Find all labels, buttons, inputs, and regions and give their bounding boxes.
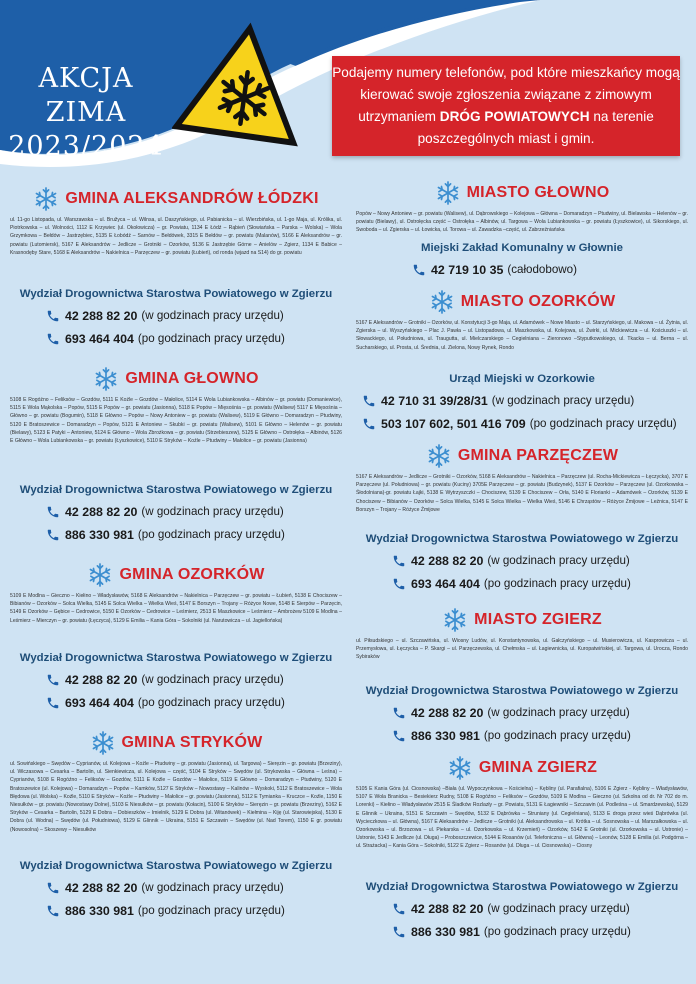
street-list: 5167 E Aleksandrów – Grotniki – Ozorków, ul. Konstytucji 3-go Maja, ul. Adamówek – Nowe Miasto – ul. Starzyńskiego, ul. Makowa – ul. Żytnia, ul. Zgierska – ul. Wyszyńskiego – Plac J. Pawła – ul. Listopadowa, ul. Maszkowska, ul. Kolejowa, ul. Żwirki, ul. Mickiewicza – ul. Kościuszki – ul. Słowackiego, ul. Południowa, ul. Traugutta, ul. Mielczarskiego – Cegielniana – Zieronowo –Styputkowskiego, ul. Tkacka – ul. Berna – ul. Sucharskiego, ul. Prosta, ul. Średnia, ul. Zielona, Nowy Rynek, Rondo <box>356 320 688 351</box>
phone-list <box>352 389 692 435</box>
phone-note: (po godzinach pracy urzędu) <box>137 904 285 917</box>
phone-list <box>352 701 692 747</box>
phone-number[interactable]: 42 288 82 20 <box>65 504 138 519</box>
phone-row <box>46 899 346 922</box>
phone-number[interactable]: 42 288 82 20 <box>65 672 138 687</box>
phone-number[interactable]: 693 464 404 <box>411 576 480 591</box>
phone-icon <box>362 417 376 431</box>
office-name: Wydział Drogownictwa Starostwa Powiatowego w Zgierzu <box>19 288 333 300</box>
phone-list <box>6 304 346 350</box>
phone-row <box>46 668 346 691</box>
info-text-bold: DRÓG POWIATOWYCH <box>439 109 590 124</box>
phone-note: (w godzinach pracy urzędu) <box>487 706 630 719</box>
street-list: ul. 11-go Listopada, ul. Warszawska – ul. Bružyca – ul. Wilnsa, ul. Daszyńskiego, ul. Pabianicka – ul. Wierzbińska, ul. 1-go Maja, ul. Królika, ul. Piotrkowska – ul. Wolności, 1112 E Krzywiec (ul. Okołowicza) – gr. Powiatu, 1134 E Łódź – Rąbień (Słowiańska – Parska – Wolska) – Wola Grzymkowa – Bełdów – Jastrzębiec, 5135 E Łobódź – Sarnów – Bełdówek, 3315 E Bełdów – gr. powiatu (Malanów), 5166 E Aleksandrów – gr. powiatu (Lutomiersk), 5167 E Aleksandrów – Jedlicze – Grotniki – Ozorków, 5136 E Jastrzębie Górne – Anielów – Zgierz, 1134 E Babice – Krasnodęby Stare, 5168 E Aleksandrów – Nakielnica – Parzęczew – gr. powiatu (Łubień), od ronda (wjazd na S14) do gr. powiatu <box>10 217 342 256</box>
phone-icon <box>392 902 406 916</box>
phone-number[interactable]: 42 288 82 20 <box>411 553 484 568</box>
section-title: MIASTO GŁOWNO <box>466 184 610 201</box>
info-box <box>332 56 680 156</box>
office-name: Wydział Drogownictwa Starostwa Powiatowego w Zgierzu <box>19 652 333 664</box>
street-list: ul. Piłsudskiego – ul. Szczawińska, ul. Wiosny Ludów, ul. Konstantynowska, ul. Gałczyńskiego – ul. Musierowicza, ul. Kasprowicza – ul. Przemysłowa, ul. Łęczycka – P. Skargi – ul. Parzęczewska, ul. Chełmska – ul. Łagiewnicka, ul. Kuropatwińskiej, ul. Targowa, ul. Urocza, Rondo Sybiraków <box>356 638 688 661</box>
section-title: MIASTO OZORKÓW <box>460 293 616 310</box>
phone-icon <box>392 706 406 720</box>
phone-note: (po godzinach pracy urzędu) <box>529 417 677 430</box>
street-list: 5105 E Kania Góra (ul. Ciosnowska) –Biała (ul. Wypoczynkowa – Kościelna) – Kębliny (ul. Parafialna), 5106 E Zgierz - Kębliny – Władysławów, 5107 E Wola Branicka – Besiekierz Rudny, 5108 E Rogóźno – Feliksów – Gozdów, 5109 E Modlna – Gieczno (ul. Szkolna od dr. Nr 702 do m. Lorenki) – Kiełino – Władysławów 2515 E Śladków Rozlazły – gr. Powiatu, 5131 E Łagiewniki – Szczawin (ul. Podleśna – ul. Smardzewska), 5129 E Glinnik – Ukraina, 5151 E Szczawin – Swędów, 5132 E Dąbrówka – Struniany (ul. Cegielniana), 5133 E droga przez wieś Dąbrówka (ul. Wycieczkowa – ul. Główna), 5167 E Aleksandrów – Jedlicze – Grotniki (ul. Aleksandrowska – ul. Krótka – ul. Sosnowska – ul. Marszałkowska – ul. Ozorkowska – ul. Brzozowa – ul. Piekarska – ul. Ozorkowska – ul. Krzemień) – Ozorków, 5142 E Grotniki (ul. Ozorkowska – ul. Ustronie) – Ustronie, 5143 E Jedlicze (ul. Długa) – Proboszczewice, 5144 E Rosanów (ul. Telefoniczna – ul. Główna) – Leonów, 5128 E Emilia (ul. Podgórna – ul. Strażacka) – Kania Góra – Sokolniki, 5122 E Zgierz – Rosanów (ul. Długa – ul. Ciosnowska) – Ciosny <box>356 786 688 850</box>
phone-row <box>392 920 692 943</box>
campaign-title <box>6 62 166 164</box>
snowflake-icon <box>426 443 452 469</box>
phone-row <box>362 412 692 435</box>
section-header <box>352 287 692 317</box>
section <box>6 364 346 546</box>
phone-icon <box>46 528 60 542</box>
snowflake-icon <box>33 186 59 212</box>
phone-note: (w godzinach pracy urzędu) <box>141 309 284 322</box>
phone-number[interactable]: 693 464 404 <box>65 695 134 710</box>
section-title: GMINA STRYKÓW <box>121 734 263 751</box>
phone-note: (po godzinach pracy urzędu) <box>483 577 631 590</box>
phone-number[interactable]: 886 330 981 <box>65 527 134 542</box>
phone-row <box>392 724 692 747</box>
phone-note: (w godzinach pracy urzędu) <box>141 673 284 686</box>
office-name: Wydział Drogownictwa Starostwa Powiatowego w Zgierzu <box>365 881 679 893</box>
section-header <box>6 560 346 590</box>
phone-row <box>362 389 692 412</box>
phone-icon <box>46 881 60 895</box>
snowflake-icon <box>429 289 455 315</box>
phone-list <box>352 549 692 595</box>
snowflake-icon <box>90 730 116 756</box>
phone-icon <box>46 696 60 710</box>
section <box>6 728 346 922</box>
office-name: Urząd Miejski w Ozorkowie <box>449 373 595 385</box>
section-title: GMINA ALEKSANDRÓW ŁÓDZKI <box>65 190 319 207</box>
phone-number[interactable]: 42 710 31 39/28/31 <box>381 393 488 408</box>
phone-number[interactable]: 42 288 82 20 <box>65 308 138 323</box>
phone-icon <box>392 554 406 568</box>
section <box>352 441 692 595</box>
section-header <box>6 364 346 394</box>
info-text-part1: Podajemy numery telefonów, pod które mieszkańcy mogą kierować swoje zgłoszenia związane z zimowym utrzymaniem <box>332 65 680 124</box>
snowflake-icon <box>442 607 468 633</box>
section-header <box>6 184 346 214</box>
office-name: Wydział Drogownictwa Starostwa Powiatowego w Zgierzu <box>365 685 679 697</box>
phone-icon <box>46 332 60 346</box>
phone-row <box>392 701 692 724</box>
phone-number[interactable]: 503 107 602, 501 416 709 <box>381 416 526 431</box>
left-column <box>6 184 346 922</box>
phone-number[interactable]: 886 330 981 <box>65 903 134 918</box>
phone-icon <box>46 904 60 918</box>
phone-icon <box>392 729 406 743</box>
phone-row <box>392 572 692 595</box>
section <box>352 178 692 281</box>
phone-note: (po godzinach pracy urzędu) <box>483 925 631 938</box>
section-title: GMINA OZORKÓW <box>119 566 265 583</box>
office-name: Miejski Zakład Komunalny w Głownie <box>421 242 623 254</box>
snowflake-icon <box>447 755 473 781</box>
phone-number[interactable]: 42 288 82 20 <box>65 880 138 895</box>
section <box>352 753 692 943</box>
snowflake-warning-icon <box>172 14 312 154</box>
phone-list <box>352 258 692 281</box>
phone-icon <box>412 263 426 277</box>
street-list: 5109 E Modlna – Gieczno – Kiełino – Władysławów, 5168 E Aleksandrów – Nakielnica – Parzęczew – gr. powiatu – Łubień, 5138 E Chociszew – Bibianów – Ozorków – Solca Wielka, 5145 E Solca Wielka – Wielka Wieś, 5147 E Borszyn – Trojany – Różyce Nowe, 5148 E Sierpów – Parzęcin, 5149 E Ozorków – Gębice – Cedrowice, 5150 E Ozorków – Cedrowice – Leśmierz, 2513 E Maszkowice – Leśmierz – Ambrożew 5109 E Modlna – Leśmierz – Mierczyn – gr. powiatu (Łęczyca), 5129 E Emilia – Kania Góra – Sokolniki (ul. Narutowicza – ul. Jagiellońska) <box>10 593 342 624</box>
street-list: ul. Sowińskiego – Swędów – Cyprianów, ul. Kolejowa – Koźle – Ptudwiny – gr. powiatu (Jasionna), ul. Targowa) – Sieręzin – gr. powiatu (Brzeziny), ul. Wiczasowa – Cesarka – Bartolin, ul. Sienkiewicza, ul. Kolejowa – część, 5104 E Stryków – Swędów (ul. Strykowska – Główna – Leśna) – Cyprianów, 5108 E Rogóźno – Feliksów – Gozdów, 5111 E Koźle – Gozdów – Małolice, 5119 E Główno – Domaradzyn – Ptudwiny, 5120 E Bratoszewice (ul. Kolejowa) – Domaradzyn – Popów – Kamków, 5127 E Stryków – Nowostawy – Kalinów – Wyskoki, 5112 E Bratoszewice – Wola Błędowa (ul. Wolska) – Koźle, 5110 E Stryków – Koźle – Ptudwiny – Małolice – gr. powiatu (Jasionna), 5112 E Tymianka – Kruczce – Koźle, 1150 E Niesułków – gr. powiatu (Nowostawy Dolne), 5103 E Niesułków – gr. powiatu (Kołacin), 5100 E Stryków – Sieręzin – gr. powiatu (Brzeziny), 5162 E Stryków – Cesarka – Bartolin, 5129 E Dobra – Dobieszków – Imielnik, 5129 E Dobra (ul. Witanówek) – Kiełmina – Kiję (ul. Starowiejska), 5130 E Dobra (ul. Wodna) – Swędów (ul. Południowa), 5129 E Glinnik – Ukraina, 5151 E Szczawin – Swędów (ul. Nad Torem), 1150 E gr. powiatu (Nowosolna) – Skoszewy – Niesułków <box>10 761 342 833</box>
phone-note: (po godzinach pracy urzędu) <box>137 332 285 345</box>
office-name: Wydział Drogownictwa Starostwa Powiatowego w Zgierzu <box>365 533 679 545</box>
phone-row <box>46 523 346 546</box>
phone-note: (w godzinach pracy urzędu) <box>487 554 630 567</box>
phone-note: (po godzinach pracy urzędu) <box>483 729 631 742</box>
section-header <box>352 441 692 471</box>
phone-number[interactable]: 693 464 404 <box>65 331 134 346</box>
office-name: Wydział Drogownictwa Starostwa Powiatowego w Zgierzu <box>19 860 333 872</box>
phone-row <box>46 876 346 899</box>
phone-note: (w godzinach pracy urzędu) <box>491 394 635 407</box>
street-list: 5108 E Rogóźno – Feliksów – Gozdów, 5111 E Koźle – Gozdów – Małolice, 5114 E Wola Lubiankowska – Albinów – gr. powiatu (Domaniewice), 5115 E Wola Mąkolska – Popów, 5115 E Popów – gr. powiatu (Jasionna), 5118 E Popów – Mięsośnia – gr. powiatu (Walisew) 5117 E Mięsośnia – Główno – gr. powiatu (Bogumin), 5118 E Główno – Popów – Nowy Antoniew – gr. powiatu (Walisew), 5119 E Główno – Domaradzyn – Ptudwiny, 5120 E Bratoszewice – Domaradzyn – Popów, 5121 E Antoniew – Skubki – gr. powiatu (Walisew), 5101 E Główno – Helenów – gr. powiatu (Bielawy), 5123 E Patyki – Antoniew, 5124 E Główno – Wola Zbrożkowa – gr. powiatu (Strzebieszew), 5125 E Główno – Ostrołęka – Albinów, 5126 E Główno – Wola Lubiankowska – gr. powiatu (Łyszkowice), 5110 E Stryków – Koźle – Ptudwiny – Małolice – gr. powiatu (Jasionna) <box>10 397 342 445</box>
section-header <box>6 728 346 758</box>
phone-number[interactable]: 886 330 981 <box>411 728 480 743</box>
phone-number[interactable]: 886 330 981 <box>411 924 480 939</box>
phone-row <box>412 258 692 281</box>
section <box>352 605 692 747</box>
phone-list <box>6 876 346 922</box>
phone-icon <box>46 505 60 519</box>
section-header <box>352 178 692 208</box>
snowflake-icon <box>87 562 113 588</box>
section <box>6 184 346 350</box>
office-name: Wydział Drogownictwa Starostwa Powiatowego w Zgierzu <box>19 484 333 496</box>
phone-number[interactable]: 42 288 82 20 <box>411 901 484 916</box>
section-title: GMINA PARZĘCZEW <box>457 447 619 464</box>
phone-icon <box>392 577 406 591</box>
campaign-title-line1: AKCJA ZIMA <box>38 63 134 128</box>
phone-row <box>392 549 692 572</box>
phone-list <box>6 500 346 546</box>
section-header <box>352 753 692 783</box>
phone-note: (po godzinach pracy urzędu) <box>137 696 285 709</box>
phone-icon <box>362 394 376 408</box>
section-title: MIASTO ZGIERZ <box>474 611 602 628</box>
phone-note: (w godzinach pracy urzędu) <box>141 881 284 894</box>
phone-icon <box>46 673 60 687</box>
section-title: GMINA GŁOWNO <box>125 370 259 387</box>
phone-note: (w godzinach pracy urzędu) <box>487 902 630 915</box>
phone-row <box>46 691 346 714</box>
phone-row <box>46 304 346 327</box>
section-title: GMINA ZGIERZ <box>478 759 598 776</box>
snowflake-icon <box>435 180 461 206</box>
street-list: 5167 E Aleksandrów – Jedlicze – Grotniki – Ozorków, 5168 E Aleksandrów – Nakielnica – Parzęczew (ul. Rocha-Mickiewicza – Łęczycka), 3707 E Parzęczew (ul. Południowa) – gr. powiatu (Kuciny) 3705E Parzęczew – gr. powiatu (Budzynek), 5137 E Ozorków – Parzęczew (ul. Ozorkowska – Śłodolniana)-gr. powiatu Łajki, 5138 E Wytrzyszczki – Chociszew, 5139 E Chociszew – Orła, 5140 E Florianki – Adamówek – Ozorków, 5139 E Chociszew – Bibianów – Ozorków – Solca Wielka, 5145 E Solca Wielka – Wielka Wieś, 5146 E Chrząstów – Różyce Żmijowe – Leźnica, 5147 E Borszyn – Trojany – Różyce Żmijowe <box>356 474 688 513</box>
phone-icon <box>46 309 60 323</box>
snowflake-icon <box>93 366 119 392</box>
phone-number[interactable]: 42 288 82 20 <box>411 705 484 720</box>
phone-row <box>46 327 346 350</box>
phone-note: (całodobowo) <box>507 263 577 276</box>
phone-note: (w godzinach pracy urzędu) <box>141 505 284 518</box>
phone-list <box>352 897 692 943</box>
right-column <box>352 184 692 943</box>
street-list: Popów – Nowy Antoniew – gr. powiatu (Walisew), ul. Dąbrowskiego – Kolejowa – Główna – Domaradzyn – Ptudwiny, ul. Bielawska – Helenów – gr. powiatu (Bielawy), ul. Ostrołęcka część – Ostrołęka – Albinów, ul. Targowa – Wola Lubiankowska – gr. powiatu (Łyszkowice), ul. Sikorskiego, ul. Swoboda – ul. Zgierska – ul. Łowicka, ul. Torowa – ul. Zawadzka –część, ul. Zabrzeźniańska <box>356 211 688 234</box>
phone-row <box>392 897 692 920</box>
section <box>352 287 692 435</box>
campaign-title-line2: 2023/2024 <box>8 131 164 162</box>
info-text-part2: na terenie poszczególnych miast i gmin. <box>417 109 654 146</box>
section <box>6 560 346 714</box>
phone-row <box>46 500 346 523</box>
phone-icon <box>392 925 406 939</box>
phone-note: (po godzinach pracy urzędu) <box>137 528 285 541</box>
section-header <box>352 605 692 635</box>
phone-number[interactable]: 42 719 10 35 <box>431 262 504 277</box>
phone-list <box>6 668 346 714</box>
